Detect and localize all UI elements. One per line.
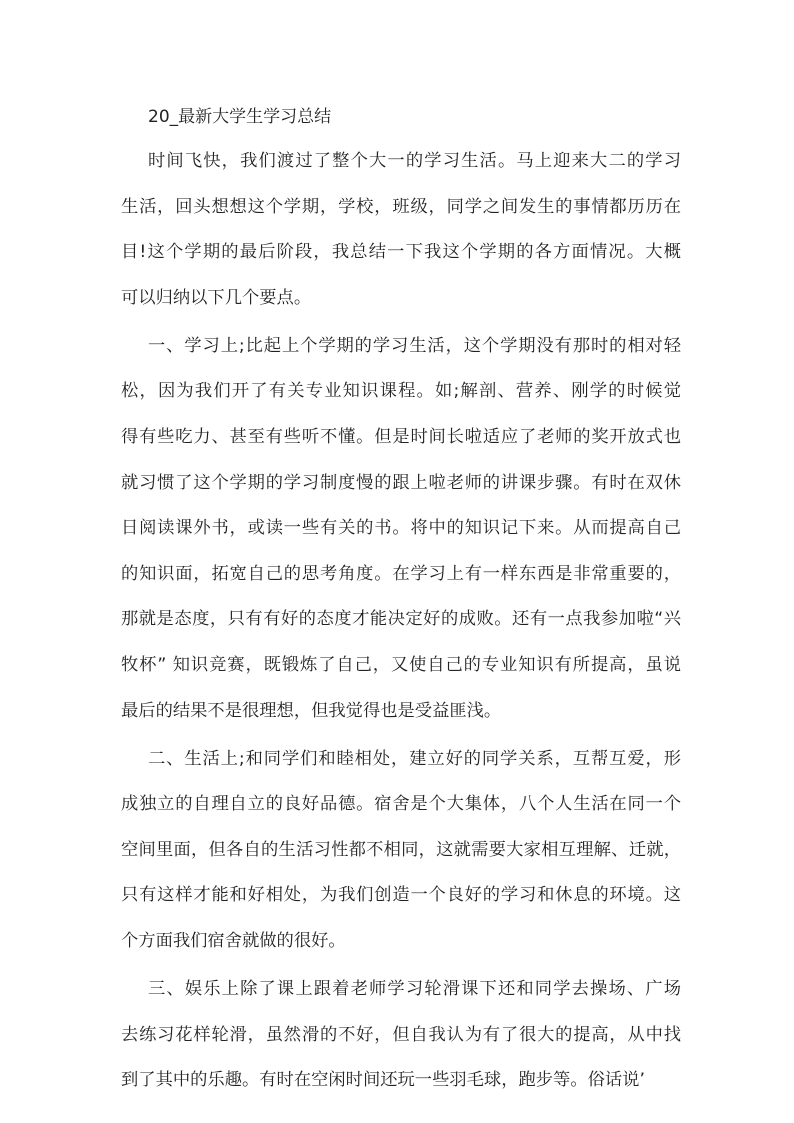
paragraph-line: 生活，回头想想这个学期，学校，班级，同学之间发生的事情都历历在 (121, 197, 681, 217)
paragraph-line: 一、学习上;比起上个学期的学习生活，这个学期没有那时的相对轻 (148, 336, 681, 356)
paragraph-line: 最后的结果不是很理想，但我觉得也是受益匪浅。 (121, 701, 502, 721)
paragraph-line: 可以归纳以下几个要点。 (121, 288, 312, 308)
paragraph-line: 松，因为我们开了有关专业知识课程。如;解剖、营养、刚学的时候觉 (121, 381, 681, 401)
paragraph-line: 时间飞快，我们渡过了整个大一的学习生活。马上迎来大二的学习 (148, 151, 681, 171)
paragraph-line: 目!这个学期的最后阶段，我总结一下我这个学期的各方面情况。大概 (121, 242, 681, 262)
paragraph-line: 那就是态度，只有有好的态度才能决定好的成败。还有一点我参加啦“兴 (121, 609, 681, 629)
paragraph-line: 去练习花样轮滑，虽然滑的不好，但自我认为有了很大的提高，从中找 (121, 1025, 681, 1045)
paragraph-line: 只有这样才能和好相处，为我们创造一个良好的学习和休息的环境。这 (121, 885, 681, 905)
paragraph-line: 就习惯了这个学期的学习制度慢的跟上啦老师的讲课步骤。有时在双休 (121, 473, 681, 493)
paragraph-line: 到了其中的乐趣。有时在空闲时间还玩一些羽毛球，跑步等。俗话说’ (121, 1070, 645, 1090)
paragraph-line: 空间里面，但各自的生活习性都不相同，这就需要大家相互理解、迁就， (121, 840, 681, 860)
paragraph-line: 三、娱乐上除了课上跟着老师学习轮滑课下还和同学去操场、广场 (148, 979, 681, 999)
paragraph-line: 个方面我们宿舍就做的很好。 (121, 931, 346, 951)
paragraph-line: 得有些吃力、甚至有些听不懂。但是时间长啦适应了老师的奖开放式也 (121, 427, 681, 447)
paragraph-line: 日阅读课外书，或读一些有关的书。将中的知识记下来。从而提高自己 (121, 518, 681, 538)
paragraph-line: 的知识面，拓宽自己的思考角度。在学习上有一样东西是非常重要的， (121, 564, 681, 584)
paragraph-line: 二、生活上;和同学们和睦相处，建立好的同学关系，互帮互爱，形 (148, 749, 681, 769)
paragraph-line: 牧杯” 知识竞赛，既锻炼了自己，又使自己的专业知识有所提高，虽说 (121, 655, 681, 675)
document-title: 20_最新大学生学习总结 (148, 107, 332, 127)
paragraph-line: 成独立的自理自立的良好品德。宿舍是个大集体，八个人生活在同一个 (121, 794, 681, 814)
